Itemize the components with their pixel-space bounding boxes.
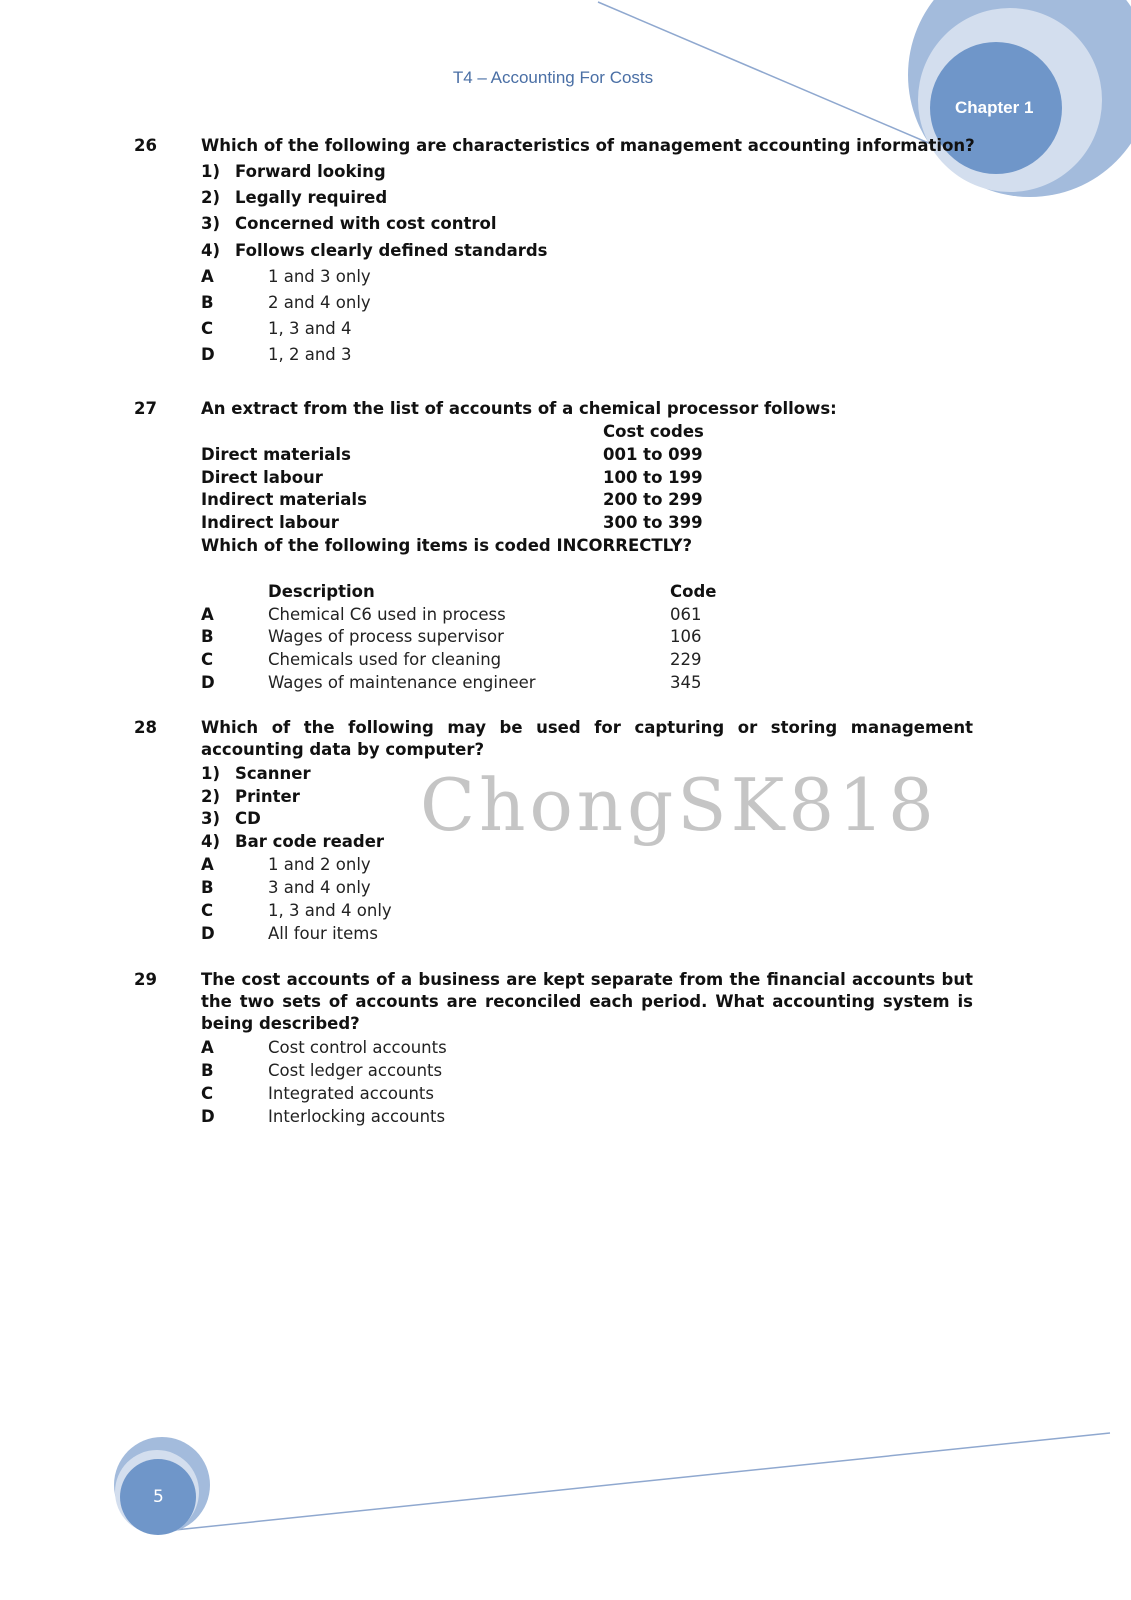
item-number: 4): [201, 241, 221, 260]
option-letter: A: [201, 605, 214, 624]
question-text: The cost accounts of a business are kept separate from the financial accounts but the two sets of accounts are reconciled each period. What accounting system is being described?: [201, 970, 973, 1033]
watermark: ChongSK818: [420, 763, 938, 847]
item-number: 1): [201, 162, 221, 181]
option-code: 106: [670, 627, 702, 646]
option-text: Wages of process supervisor: [268, 627, 504, 646]
page-number: 5: [153, 1487, 164, 1507]
option-text: Chemical C6 used in process: [268, 605, 506, 624]
option-letter: C: [201, 901, 214, 920]
question-number: 29: [134, 970, 157, 989]
option-letter: A: [201, 855, 214, 874]
item-number: 1): [201, 764, 221, 783]
option-letter: B: [201, 627, 214, 646]
option-letter: C: [201, 650, 214, 669]
account-code-range: 200 to 299: [603, 490, 703, 509]
account-code-range: 300 to 399: [603, 513, 703, 532]
account-code-range: 100 to 199: [603, 468, 703, 487]
question-number: 28: [134, 718, 157, 737]
option-text: Interlocking accounts: [268, 1107, 446, 1126]
option-text: Wages of maintenance engineer: [268, 673, 536, 692]
column-header: Code: [670, 582, 717, 601]
question-text: Which of the following items is coded INCORRECTLY?: [201, 536, 693, 555]
option-letter: B: [201, 1061, 214, 1080]
item-text: CD: [235, 809, 261, 828]
option-text: 2 and 4 only: [268, 293, 371, 312]
item-text: Legally required: [235, 188, 388, 207]
account-code-range: 001 to 099: [603, 445, 703, 464]
item-text: Bar code reader: [235, 832, 385, 851]
item-text: Printer: [235, 787, 300, 806]
question-number: 27: [134, 399, 157, 418]
question-text: Which of the following are characteristics of management accounting information?: [201, 136, 975, 155]
account-name: Direct materials: [201, 445, 351, 464]
option-letter: B: [201, 878, 214, 897]
option-text: 1 and 2 only: [268, 855, 371, 874]
item-number: 2): [201, 787, 221, 806]
option-letter: B: [201, 293, 214, 312]
account-name: Direct labour: [201, 468, 323, 487]
option-text: All four items: [268, 924, 378, 943]
question-text: Which of the following may be used for capturing or storing management accounting data by computer?: [201, 718, 973, 759]
item-text: Forward looking: [235, 162, 386, 181]
chapter-badge: Chapter 1: [955, 98, 1034, 117]
item-number: 2): [201, 188, 221, 207]
item-number: 4): [201, 832, 221, 851]
header-title: T4 – Accounting For Costs: [452, 68, 654, 87]
question-number: 26: [134, 136, 157, 155]
option-text: 1, 3 and 4: [268, 319, 352, 338]
option-letter: D: [201, 345, 215, 364]
item-text: Follows clearly defined standards: [235, 241, 548, 260]
option-text: Chemicals used for cleaning: [268, 650, 502, 669]
account-name: Indirect materials: [201, 490, 367, 509]
account-name: Indirect labour: [201, 513, 339, 532]
option-text: Cost ledger accounts: [268, 1061, 443, 1080]
item-number: 3): [201, 809, 221, 828]
question-text: An extract from the list of accounts of a chemical processor follows:: [201, 399, 837, 418]
option-text: 1, 2 and 3: [268, 345, 352, 364]
option-letter: A: [201, 267, 214, 286]
option-text: Integrated accounts: [268, 1084, 434, 1103]
option-code: 345: [670, 673, 702, 692]
option-letter: C: [201, 319, 214, 338]
option-letter: C: [201, 1084, 214, 1103]
item-text: Concerned with cost control: [235, 214, 497, 233]
option-letter: A: [201, 1038, 214, 1057]
option-letter: D: [201, 924, 215, 943]
option-text: 1 and 3 only: [268, 267, 371, 286]
option-text: 3 and 4 only: [268, 878, 371, 897]
item-text: Scanner: [235, 764, 311, 783]
option-code: 061: [670, 605, 702, 624]
option-text: 1, 3 and 4 only: [268, 901, 392, 920]
option-code: 229: [670, 650, 702, 669]
option-letter: D: [201, 673, 215, 692]
column-header: Description: [268, 582, 375, 601]
column-header: Cost codes: [603, 422, 704, 441]
option-letter: D: [201, 1107, 215, 1126]
item-number: 3): [201, 214, 221, 233]
option-text: Cost control accounts: [268, 1038, 447, 1057]
